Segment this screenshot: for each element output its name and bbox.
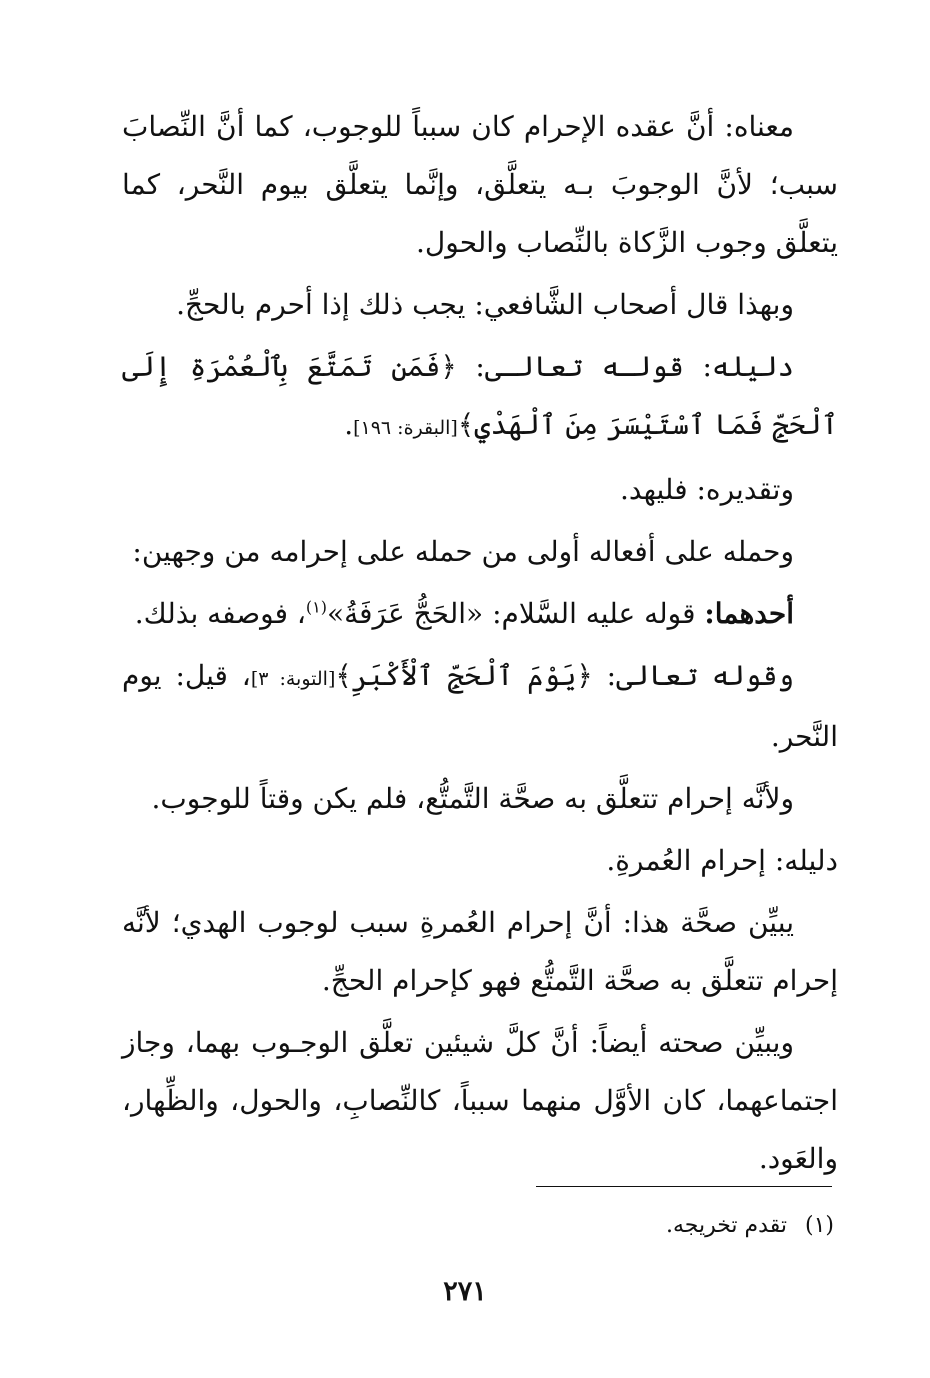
paragraph-2: وبهذا قال أصحاب الشَّافعي: يجب ذلك إذا أحرم بالحجِّ. [176,288,794,321]
hadith-text: قوله عليه السَّلام: «الحَجُّ عَرَفَةُ» [327,597,705,630]
paragraph-7 [122,647,838,766]
paragraph-1: معناه: أنَّ عقده الإحرام كان سبباً للوجوب، كما أنَّ النِّصابَ سبب؛ لأنَّ الوجوبَ بـه يتعلَّق، وإنَّما يتعلَّق بيوم النَّحر، كما يتعلَّق وجوب الزَّكاة بالنِّصاب والحول. [122,110,838,259]
page-number: ٢٧١ [443,1276,487,1307]
paragraph-8: ولأنَّه إحرام تتعلَّق به صحَّة التَّمتُّع، فلم يكن وقتاً للوجوب. [151,782,794,815]
quran-verse-baqarah: ﴿فَمَن تَمَتَّعَ بِٱلْعُمْرَةِ إِلَى ٱلْحَجِّ فَمَا ٱسْتَيْسَرَ مِنَ ٱلْهَدْيِ﴾ [122,350,838,441]
verse-lead: وقوله تعالى: [592,659,794,692]
footnote-number: (١) [804,1213,834,1238]
paragraph-5: وحمله على أفعاله أولى من حمله على إحرامه من وجهين: [132,535,794,568]
verse-reference-tawbah: [التوبة: ٣] [250,668,336,690]
paragraph-6 [122,585,838,643]
footnote-marker: (١) [305,597,328,617]
verse-comment: ، قيل: يوم النَّحر. [122,659,838,753]
paragraph-9: دليله: إحرام العُمرةِ. [606,844,838,877]
footnote-divider [536,1186,832,1187]
quran-verse-tawbah: ﴿يَوْمَ ٱلْحَجِّ ٱلْأَكْبَرِ﴾ [335,659,593,692]
sentence-end: . [344,408,354,441]
footnote [122,1208,834,1244]
paragraph-11: ويبيِّن صحته أيضاً: أنَّ كلَّ شيئين تعلَّق الوجـوب بهما، وجاز اجتماعهما، كان الأوَّل منهما سبباً، كالنِّصابِ، والحول، والظِّهار، والعَود. [122,1026,838,1175]
evidence-lead: دليله: قولـه تعالـى: [456,350,794,383]
verse-reference-baqarah: [البقرة: ١٩٦] [353,417,458,439]
footnote-text: تقدم تخريجه. [665,1213,787,1238]
paragraph-10: يبيِّن صحَّة هذا: أنَّ إحرام العُمرةِ سبب لوجوب الهدي؛ لأنَّه إحرام تتعلَّق به صحَّة التَّمتُّع فهو كإحرام الحجِّ. [122,906,838,997]
main-text [122,98,838,1192]
hadith-comment: ، فوصفه بذلك. [134,597,306,630]
first-reason-lead: أحدهما: [704,597,794,630]
paragraph-3 [122,338,838,457]
paragraph-4: وتقديره: فليهد. [619,473,794,506]
